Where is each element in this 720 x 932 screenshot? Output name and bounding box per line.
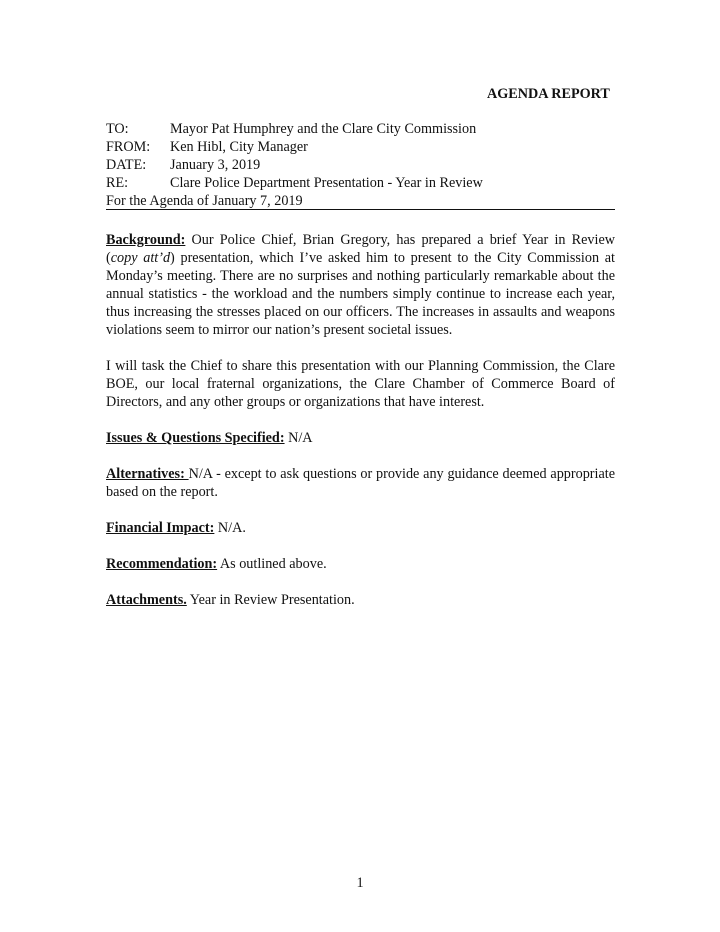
background-heading: Background: (106, 232, 186, 248)
financial-heading: Financial Impact: (106, 520, 215, 536)
issues-heading: Issues & Questions Specified: (106, 430, 285, 446)
issues-paragraph (106, 429, 615, 447)
memo-re-value: Clare Police Department Presentation - Year in Review (170, 175, 483, 191)
recommendation-heading: Recommendation: (106, 556, 218, 572)
report-title: AGENDA REPORT (487, 86, 610, 102)
financial-paragraph (106, 519, 615, 537)
task-paragraph: I will task the Chief to share this presentation with our Planning Commission, the Clare BOE, our local fraternal organizations, the Clare Chamber of Commerce Board of Directors, and any other groups or organizations that have interest. (106, 358, 615, 410)
background-paragraph (106, 231, 615, 339)
issues-text: N/A (284, 430, 313, 446)
background-text-2: ) presentation, which I’ve asked him to present to the City Commission at Monday’s meeting. There are no surprises and nothing particularly remarkable about the annual statistics - the workload and the numbers simply continue to increase each year, thus increasing the stresses placed on our officers. The increases in assaults and weapons violations seem to mirror our nation’s present societal issues. (106, 250, 616, 338)
financial-text: N/A. (214, 520, 246, 536)
attachments-paragraph (106, 591, 615, 609)
memo-date-label: DATE: (106, 157, 147, 173)
alternatives-text: N/A - except to ask questions or provide any guidance deemed appropriate based on the report. (106, 466, 615, 500)
memo-from-row (106, 138, 616, 156)
memo-date-row (106, 156, 616, 174)
memo-from-value: Ken Hibl, City Manager (170, 139, 308, 155)
memo-to-label: TO: (106, 121, 129, 137)
attachments-text: Year in Review Presentation. (186, 592, 355, 608)
memo-to-value: Mayor Pat Humphrey and the Clare City Commission (170, 121, 477, 137)
page-number: 1 (356, 875, 364, 891)
memo-agenda-line: For the Agenda of January 7, 2019 (106, 193, 303, 209)
report-body (106, 231, 615, 627)
memo-from-label: FROM: (106, 139, 151, 155)
recommendation-paragraph (106, 555, 615, 573)
background-emphasis: copy att’d (110, 250, 171, 266)
background-text-1: Our Police Chief, Brian Gregory, has prepared a brief Year in Review ( (106, 232, 615, 266)
memo-re-label: RE: (106, 175, 129, 191)
memo-re-row (106, 174, 616, 192)
memo-date-value: January 3, 2019 (170, 157, 261, 173)
header-divider (106, 209, 615, 210)
alternatives-heading: Alternatives: (106, 466, 189, 482)
memo-to-row (106, 120, 616, 138)
alternatives-paragraph (106, 465, 615, 501)
attachments-heading: Attachments. (106, 592, 187, 608)
memo-header (106, 120, 616, 210)
recommendation-text: As outlined above. (217, 556, 327, 572)
